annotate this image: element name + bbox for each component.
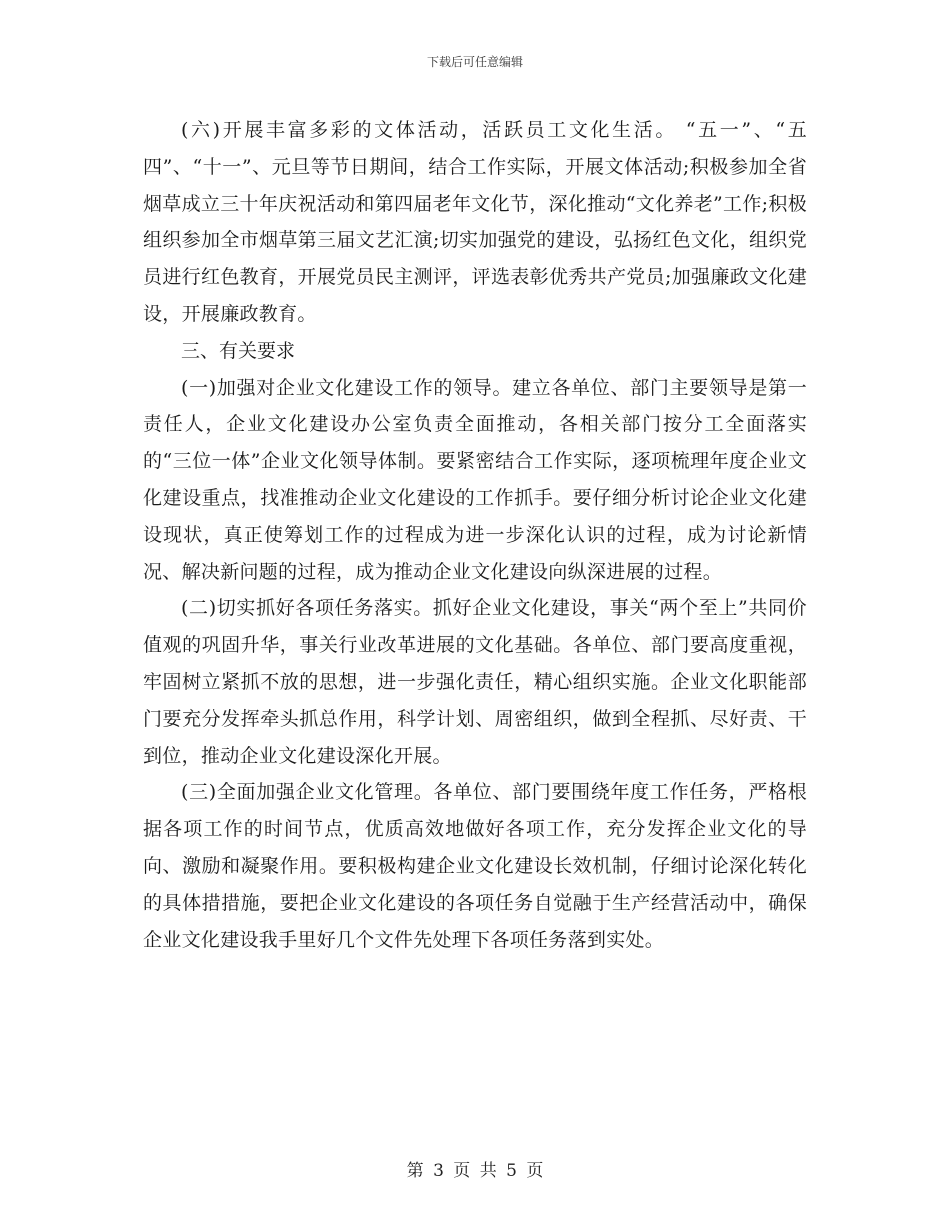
page-header: 下载后可任意编辑	[426, 55, 523, 69]
paragraph-activities: (六)开展丰富多彩的文体活动，活跃员工文化生活。 “五一”、“五四”、“十一”、元旦等节日期间，结合工作实际，开展文体活动;积极参加全省烟草成立三十年庆祝活动和第四届老年文化节，深化推动“文化养老”工作;积极组织参加全市烟草第三届文艺汇演;切实加强党的建设，弘扬红色文化，组织党员进行红色教育，开展党员民主测评，评选表彰优秀共产党员;加强廉政文化建设，开展廉政教育。	[143, 119, 807, 325]
paragraph-management: (三)全面加强企业文化管理。各单位、部门要围绕年度工作任务，严格根据各项工作的时间节点，优质高效地做好各项工作，充分发挥企业文化的导向、激励和凝聚作用。要积极构建企业文化建设长效机制，仔细讨论深化转化的具体措措施，要把企业文化建设的各项任务自觉融于生产经营活动中，确保企业文化建设我手里好几个文件先处理下各项任务落到实处。	[143, 781, 807, 951]
paragraph-implementation: (二)切实抓好各项任务落实。抓好企业文化建设，事关“两个至上”共同价值观的巩固升华，事关行业改革进展的文化基础。各单位、部门要高度重视，牢固树立紧抓不放的思想，进一步强化责任，精心组织实施。企业文化职能部门要充分发挥牵头抓总作用，科学计划、周密组织，做到全程抓、尽好责、干到位，推动企业文化建设深化开展。	[143, 597, 807, 767]
document-body	[143, 112, 807, 958]
page-number-footer: 第 3 页 共 5 页	[406, 1161, 544, 1181]
section-heading-requirements: 三、有关要求	[181, 339, 296, 362]
paragraph-leadership: (一)加强对企业文化建设工作的领导。建立各单位、部门主要领导是第一责任人，企业文化建设办公室负责全面推动，各相关部门按分工全面落实的“三位一体”企业文化领导体制。要紧密结合工作实际，逐项梳理年度企业文化建设重点，找准推动企业文化建设的工作抓手。要仔细分析讨论企业文化建设现状，真正使筹划工作的过程成为进一步深化认识的过程，成为讨论新情况、解决新问题的过程，成为推动企业文化建设向纵深进展的过程。	[143, 376, 807, 583]
